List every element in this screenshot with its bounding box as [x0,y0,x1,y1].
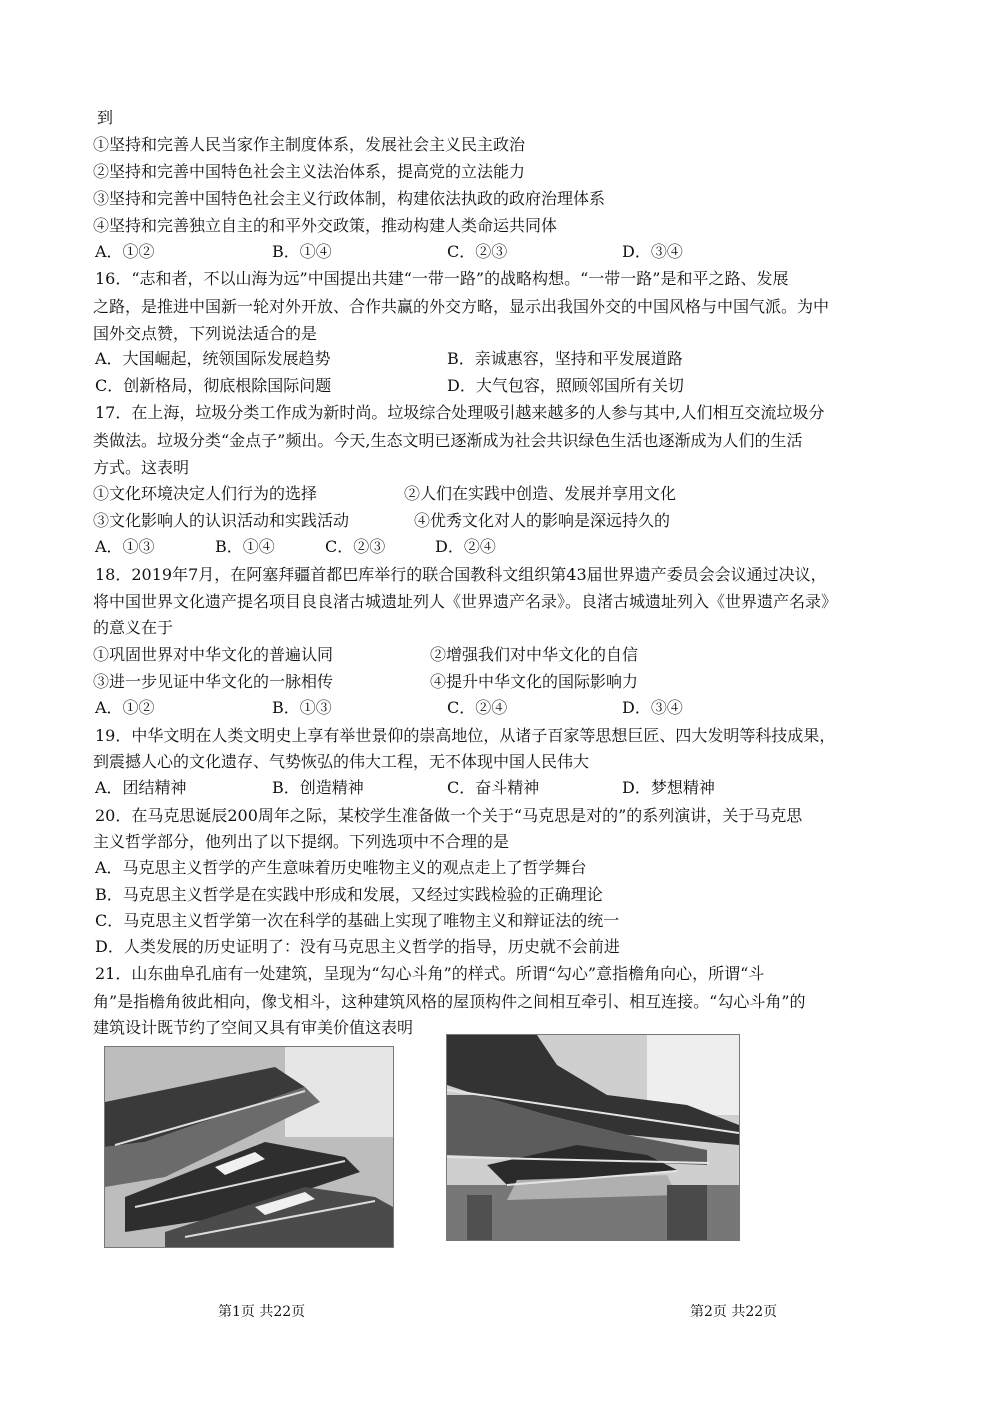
q18-item-3: ③进一步见证中华文化的一脉相传 [93,672,334,691]
q19-option-b: B．创造精神 [272,778,364,797]
q18-line-1: 18．2019年7月，在阿塞拜疆首都巴库举行的联合国教科文组织第43届世界遗产委员会会议通过决议， [95,565,827,584]
q16-line-1: 16．“志和者，不以山海为远”中国提出共建“一带一路”的战略构想。“一带一路”是和平之路、发展 [95,269,789,288]
q17-item-1: ①文化环境决定人们行为的选择 [93,484,318,503]
q16-option-a: A．大国崛起，统领国际发展趋势 [95,349,331,368]
q15-option-c: C．②③ [447,242,508,261]
q20-option-a: A．马克思主义哲学的产生意味着历史唯物主义的观点走上了哲学舞台 [95,858,587,877]
roof-eaves-illustration-right [447,1035,739,1240]
q18-option-d: D．③④ [622,698,683,717]
q20-option-b: B．马克思主义哲学是在实践中形成和发展，又经过实践检验的正确理论 [95,885,603,904]
q15-item-4: ④坚持和完善独立自主的和平外交政策，推动构建人类命运共同体 [93,216,558,235]
q18-option-a: A．①② [95,698,155,717]
q21-line-3: 建筑设计既节约了空间又具有审美价值这表明 [93,1018,414,1037]
q19-option-d: D．梦想精神 [622,778,715,797]
q15-item-3: ③坚持和完善中国特色社会主义行政体制，构建依法执政的政府治理体系 [93,189,606,208]
page-number-right: 第2页 共22页 [690,1304,778,1320]
q15-item-2: ②坚持和完善中国特色社会主义法治体系，提高党的立法能力 [93,162,526,181]
q16-line-3: 国外交点赞，下列说法适合的是 [93,324,318,343]
q20-option-d: D．人类发展的历史证明了：没有马克思主义哲学的指导，历史就不会前进 [95,937,620,956]
q20-option-c: C．马克思主义哲学第一次在科学的基础上实现了唯物主义和辩证法的统一 [95,911,620,930]
q18-line-3: 的意义在于 [93,618,174,637]
page-number-left: 第1页 共22页 [218,1304,306,1320]
q17-option-a: A．①③ [95,537,155,556]
q20-line-1: 20．在马克思诞辰200周年之际，某校学生准备做一个关于“马克思是对的”的系列演讲，关于马克思 [95,806,803,825]
q17-item-2: ②人们在实践中创造、发展并享用文化 [404,484,677,503]
q16-line-2: 之路，是推进中国新一轮对外开放、合作共赢的外交方略，显示出我国外交的中国风格与中国气派。为中 [93,297,830,316]
q20-line-2: 主义哲学部分，他列出了以下提纲。下列选项中不合理的是 [93,832,510,851]
q21-line-1: 21．山东曲阜孔庙有一处建筑，呈现为“勾心斗角”的样式。所谓“勾心”意指檐角向心，所谓“斗 [95,964,765,983]
q16-option-c: C．创新格局，彻底根除国际问题 [95,376,332,395]
q18-line-2: 将中国世界文化遗产提名项目良良渚古城遗址列人《世界遗产名录》。良渚古城遗址列入《世界遗产名录》 [93,592,838,611]
roof-photo-left [104,1046,394,1248]
q18-option-b: B．①③ [272,698,332,717]
q18-option-c: C．②④ [447,698,508,717]
q17-item-4: ④优秀文化对人的影响是深远持久的 [414,511,671,530]
q15-option-b: B．①④ [272,242,332,261]
q19-line-2: 到震撼人心的文化遗存、气势恢弘的伟大工程，无不体现中国人民伟大 [93,752,590,771]
q17-option-d: D．②④ [435,537,496,556]
q18-item-4: ④提升中华文化的国际影响力 [430,672,639,691]
q15-option-a: A．①② [95,242,155,261]
q17-option-c: C．②③ [325,537,386,556]
q15-item-1: ①坚持和完善人民当家作主制度体系，发展社会主义民主政治 [93,135,526,154]
q15-option-d: D．③④ [622,242,683,261]
q17-line-2: 类做法。垃圾分类“金点子”频出。今天,生态文明已逐渐成为社会共识绿色生活也逐渐成为人们的生活 [93,431,803,450]
q21-line-2: 角”是指檐角彼此相向，像戈相斗，这种建筑风格的屋顶构件之间相互牵引、相互连接。“勾心斗角”的 [93,992,806,1011]
q19-option-a: A．团结精神 [95,778,187,797]
q18-item-1: ①巩固世界对中华文化的普遍认同 [93,645,334,664]
q19-option-c: C．奋斗精神 [447,778,540,797]
roof-photo-right [446,1034,740,1241]
roof-eaves-illustration-left [105,1047,393,1247]
q16-option-b: B．亲诚惠容，坚持和平发展道路 [447,349,683,368]
q18-item-2: ②增强我们对中华文化的自信 [430,645,639,664]
q15-tail: 到 [97,108,114,127]
q16-option-d: D．大气包容，照顾邻国所有关切 [447,376,684,395]
q17-item-3: ③文化影响人的认识活动和实践活动 [93,511,350,530]
q17-line-1: 17．在上海，垃圾分类工作成为新时尚。垃圾综合处理吸引越来越多的人参与其中,人们相互交流垃圾分 [95,403,825,422]
q17-line-3: 方式。这表明 [93,458,190,477]
q17-option-b: B．①④ [215,537,275,556]
q19-line-1: 19．中华文明在人类文明史上享有举世景仰的崇高地位，从诸子百家等思想巨匠、四大发明等科技成果， [95,726,836,745]
